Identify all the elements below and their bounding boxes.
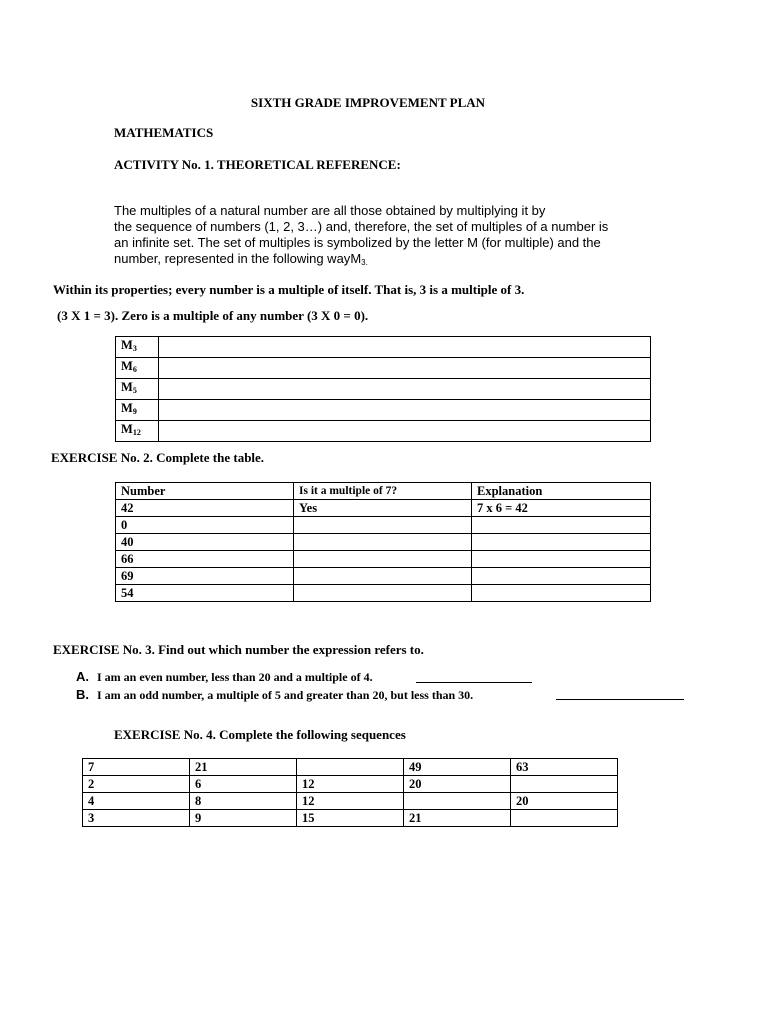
table-row (116, 358, 651, 379)
exercise3-item-a (76, 668, 373, 686)
exercise4-heading: EXERCISE No. 4. Complete the following sequences (114, 727, 406, 742)
table-cell[interactable]: Yes (294, 500, 472, 517)
table-row (116, 517, 651, 534)
table-cell: 3 (83, 810, 190, 827)
properties-line-1: Within its properties; every number is a multiple of itself. That is, 3 is a multiple of 3. (53, 282, 525, 297)
table-cell: 20 (511, 793, 618, 810)
document-title: SIXTH GRADE IMPROVEMENT PLAN (250, 95, 486, 110)
table-cell: 7 (83, 759, 190, 776)
row-label: M (121, 359, 133, 373)
table-row (116, 500, 651, 517)
exercise2-table (115, 482, 651, 602)
row-label-subscript: 12 (132, 428, 141, 437)
table-cell: 40 (116, 534, 294, 551)
table-row (116, 337, 651, 358)
answer-cell[interactable] (159, 379, 651, 400)
table-cell: 69 (116, 568, 294, 585)
table-cell (116, 337, 159, 358)
table-cell[interactable] (511, 776, 618, 793)
table-row (83, 810, 618, 827)
exercise3-heading: EXERCISE No. 3. Find out which number the expression refers to. (53, 642, 424, 657)
table-cell[interactable] (294, 568, 472, 585)
row-label: M (121, 422, 133, 436)
row-label: M (121, 401, 133, 415)
properties-line-2: (3 X 1 = 3). Zero is a multiple of any number (3 X 0 = 0). (57, 308, 369, 323)
table-cell[interactable] (511, 810, 618, 827)
table-cell: 20 (404, 776, 511, 793)
table-cell: 12 (297, 793, 404, 810)
table-cell: 9 (190, 810, 297, 827)
table-cell: 12 (297, 776, 404, 793)
table-cell[interactable] (472, 534, 651, 551)
table-cell: 42 (116, 500, 294, 517)
table-row (116, 585, 651, 602)
table-cell: 21 (190, 759, 297, 776)
table-cell[interactable] (294, 534, 472, 551)
theory-line: The multiples of a natural number are all those obtained by multiplying it by (114, 203, 546, 218)
item-text: I am an odd number, a multiple of 5 and greater than 20, but less than 30. (97, 688, 474, 702)
answer-cell[interactable] (159, 358, 651, 379)
multiple-symbol: M (350, 251, 362, 266)
exercise2-heading: EXERCISE No. 2. Complete the table. (51, 450, 265, 465)
table-cell[interactable] (297, 759, 404, 776)
table-cell: 66 (116, 551, 294, 568)
item-letter: A. (76, 669, 89, 684)
table-cell (116, 358, 159, 379)
theory-paragraph (114, 203, 674, 271)
theory-line-text: number, represented in the following way (114, 251, 351, 266)
answer-cell[interactable] (159, 421, 651, 442)
multiple-symbol-subscript: 3. (361, 258, 368, 267)
theory-line: the sequence of numbers (1, 2, 3…) and, therefore, the set of multiples of a number is (114, 219, 609, 234)
table-cell: 4 (83, 793, 190, 810)
table-cell: 21 (404, 810, 511, 827)
table-row (83, 793, 618, 810)
table-cell[interactable]: 7 x 6 = 42 (472, 500, 651, 517)
table-row (116, 400, 651, 421)
table-cell: 15 (297, 810, 404, 827)
table-cell[interactable] (294, 585, 472, 602)
table-row (116, 421, 651, 442)
table-cell[interactable] (472, 585, 651, 602)
activity1-heading: ACTIVITY No. 1. THEORETICAL REFERENCE: (114, 157, 401, 172)
sequences-table (82, 758, 618, 827)
row-label-subscript: 5 (132, 386, 137, 395)
row-label-subscript: 6 (132, 365, 137, 374)
table-row (116, 534, 651, 551)
table-cell (116, 379, 159, 400)
header-multiple: Is it a multiple of 7? (294, 483, 472, 500)
table-cell: 63 (511, 759, 618, 776)
header-number: Number (116, 483, 294, 500)
table-cell: 54 (116, 585, 294, 602)
table-cell[interactable] (294, 517, 472, 534)
table-cell[interactable] (472, 517, 651, 534)
table-row (116, 379, 651, 400)
item-text: I am an even number, less than 20 and a multiple of 4. (97, 670, 373, 684)
table-row (83, 776, 618, 793)
answer-blank-b[interactable] (556, 699, 684, 700)
table-header-row (116, 483, 651, 500)
subject-heading: MATHEMATICS (114, 125, 214, 140)
table-row (83, 759, 618, 776)
header-explanation: Explanation (472, 483, 651, 500)
row-label: M (121, 380, 133, 394)
item-letter: B. (76, 687, 89, 702)
table-cell[interactable] (472, 551, 651, 568)
table-row (116, 568, 651, 585)
theory-line (114, 251, 674, 271)
theory-line: an infinite set. The set of multiples is symbolized by the letter M (for multiple) and the (114, 235, 601, 250)
table-cell: 6 (190, 776, 297, 793)
row-label-subscript: 3 (132, 344, 137, 353)
answer-cell[interactable] (159, 337, 651, 358)
table-cell: 0 (116, 517, 294, 534)
table-cell: 2 (83, 776, 190, 793)
table-cell: 49 (404, 759, 511, 776)
table-cell: 8 (190, 793, 297, 810)
answer-blank-a[interactable] (416, 682, 532, 683)
answer-cell[interactable] (159, 400, 651, 421)
table-row (116, 551, 651, 568)
table-cell[interactable] (404, 793, 511, 810)
table-cell[interactable] (472, 568, 651, 585)
table-cell (116, 400, 159, 421)
row-label: M (121, 338, 133, 352)
row-label-subscript: 9 (132, 407, 137, 416)
exercise3-item-b (76, 686, 473, 704)
table-cell[interactable] (294, 551, 472, 568)
table-cell (116, 421, 159, 442)
multiples-table (115, 336, 651, 442)
